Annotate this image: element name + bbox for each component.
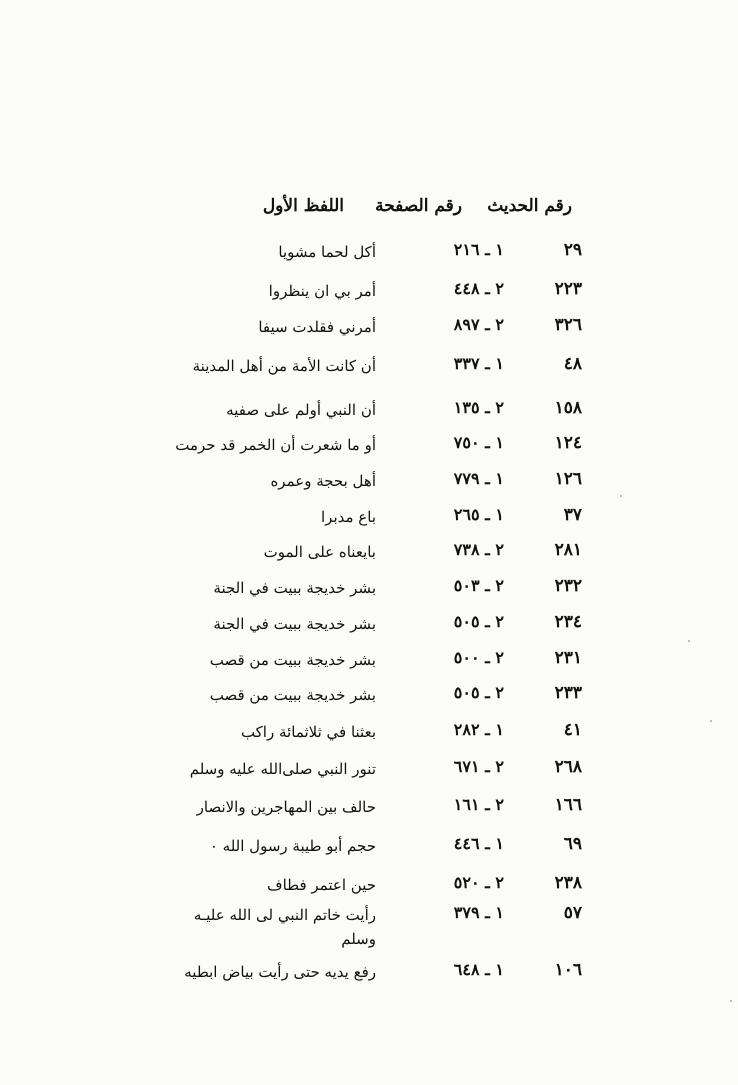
hadith-number: ٢٣٤ [554,612,582,632]
index-row [0,757,738,791]
page-ref: ٢ ـ ٤٤٨ [453,279,504,298]
first-words: تنور النبي صلى‌الله عليه وسلم [189,760,376,778]
scan-speck [620,495,622,497]
first-words: رفع يديه حتى رأيت بياض ابطيه [184,963,376,981]
page-ref: ٢ ـ ٥٠٣ [453,576,504,595]
page-ref: ١ ـ ٦٤٨ [453,960,504,979]
first-words: حجم أبو طيبة رسول الله ٠ [209,837,376,855]
index-row [0,873,738,907]
index-row [0,612,738,646]
page-ref: ١ ـ ٢٨٢ [453,720,504,739]
hadith-number: ١٦٦ [554,795,582,815]
first-words: بشر خديجة ببيت في الجنة [213,615,376,633]
header-first-words: اللفظ الأول [262,196,344,216]
page-ref: ٢ ـ ٨٩٧ [453,315,504,334]
page-ref: ٢ ـ ٧٣٨ [453,540,504,559]
index-row [0,720,738,754]
hadith-number: ٣٢٦ [554,315,582,335]
scan-speck [710,720,712,722]
first-words: أو ما شعرت أن الخمر قد حرمت [175,436,376,454]
first-words: حالف بين المهاجرين والانصار [196,798,376,816]
index-row [0,683,738,717]
index-row [0,398,738,432]
hadith-number: ٢٦٨ [554,757,582,777]
page-ref: ٢ ـ ١٦١ [453,795,504,814]
first-words: بعثنا في ثلاثمائة راكب [240,723,376,741]
index-row [0,576,738,610]
hadith-number: ٢٣١ [554,648,582,668]
index-row [0,240,738,274]
hadith-number: ٢٣٢ [554,576,582,596]
scan-speck [730,1000,732,1002]
index-row [0,795,738,829]
page-ref: ١ ـ ٤٤٦ [453,834,504,853]
page-ref: ١ ـ ٢٦٥ [453,505,504,524]
hadith-number: ٤١ [563,720,582,740]
hadith-number: ١٥٨ [554,398,582,418]
hadith-number: ٥٧ [563,903,582,923]
index-row [0,834,738,868]
page-ref: ٢ ـ ٦٧١ [453,757,504,776]
index-row [0,960,738,994]
page-ref: ١ ـ ٧٧٩ [453,469,504,488]
first-words: بشر خديجة ببيت من قصب [209,651,376,669]
hadith-number: ٤٨ [563,354,582,374]
index-row [0,505,738,539]
page-ref: ١ ـ ٣٧٩ [453,903,504,922]
page-ref: ١ ـ ٢١٦ [453,240,504,259]
index-row [0,433,738,467]
hadith-number: ٦٩ [563,834,582,854]
hadith-number: ٢٣٨ [554,873,582,893]
page-ref: ١ ـ ٣٣٧ [453,354,504,373]
hadith-number: ٢٣٣ [554,683,582,703]
index-row [0,648,738,682]
page-ref: ٢ ـ ٥٠٥ [453,683,504,702]
index-row [0,354,738,388]
hadith-number: ١٢٤ [554,433,582,453]
first-words: حين اعتمر فطاف [267,876,376,894]
hadith-number: ٢٩ [563,240,582,260]
page-ref: ١ ـ ٧٥٠ [453,433,504,452]
index-row [0,469,738,503]
first-words: بشر خديجة ببيت في الجنة [213,579,376,597]
index-row [0,315,738,349]
first-words: أن النبي أولم على صفيه [226,401,376,419]
index-row [0,903,738,959]
hadith-number: ١٢٦ [554,469,582,489]
first-words: بايعناه على الموت [263,543,376,561]
hadith-number: ٢٢٣ [554,279,582,299]
first-words: أن كانت الأمة من أهل المدينة [192,357,376,375]
hadith-number: ٢٨١ [554,540,582,560]
page-ref: ٢ ـ ٥٠٥ [453,612,504,631]
first-words: رأيت خاتم النبي لى الله عليـه وسلم [193,906,376,948]
first-words: أهل بحجة وعمره [270,472,376,490]
index-row [0,540,738,574]
page-ref: ٢ ـ ١٣٥ [453,398,504,417]
scan-speck [688,640,690,642]
page-ref: ٢ ـ ٥٢٠ [453,873,504,892]
first-words: باع مدبرا [321,508,376,526]
hadith-number: ١٠٦ [554,960,582,980]
first-words: بشر خديجة ببيت من قصب [209,686,376,704]
page-ref: ٢ ـ ٥٠٠ [453,648,504,667]
first-words: أكل لحما مشويا [278,243,376,261]
first-words: أمر بي ان ينظروا [268,282,376,300]
first-words: أمرني فقلدت سيفا [258,318,376,336]
header-hadith-number: رقم الحديث [487,196,572,216]
header-page-number: رقم الصفحة [375,196,462,216]
hadith-number: ٣٧ [563,505,582,525]
index-row [0,279,738,313]
